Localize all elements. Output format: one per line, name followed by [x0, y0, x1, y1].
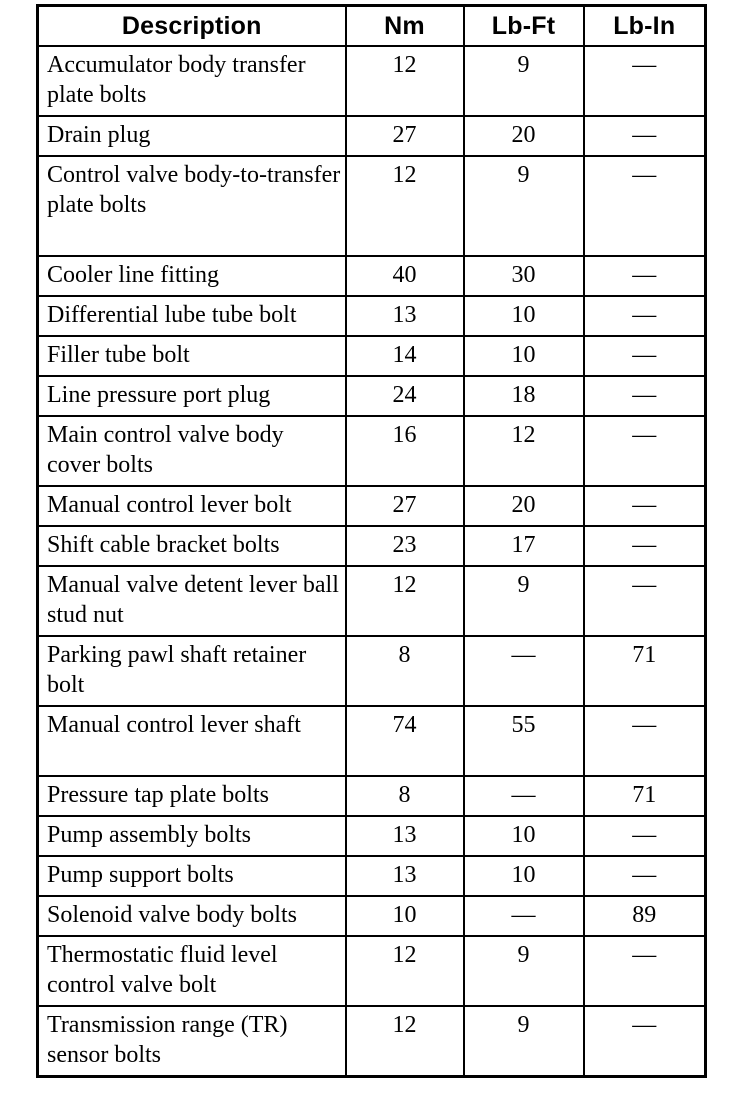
lb-ft-cell: — — [464, 896, 584, 936]
lb-ft-cell: 55 — [464, 706, 584, 776]
nm-cell: 16 — [346, 416, 464, 486]
nm-cell: 27 — [346, 116, 464, 156]
table-row — [38, 376, 706, 416]
nm-cell: 13 — [346, 816, 464, 856]
nm-cell: 24 — [346, 376, 464, 416]
lb-ft-cell: 30 — [464, 256, 584, 296]
table-row — [38, 856, 706, 896]
description-cell: Pressure tap plate bolts — [38, 776, 346, 816]
table-row — [38, 116, 706, 156]
lb-in-cell: — — [584, 416, 706, 486]
lb-in-cell: — — [584, 936, 706, 1006]
description-cell: Line pressure port plug — [38, 376, 346, 416]
torque-specification-table — [36, 4, 707, 1078]
table-header-row — [38, 6, 706, 47]
table-row — [38, 566, 706, 636]
lb-ft-cell: 18 — [464, 376, 584, 416]
table-row — [38, 416, 706, 486]
lb-in-cell: 71 — [584, 636, 706, 706]
nm-cell: 8 — [346, 636, 464, 706]
nm-cell: 13 — [346, 856, 464, 896]
table-row — [38, 816, 706, 856]
lb-in-cell: — — [584, 336, 706, 376]
header-nm: Nm — [346, 6, 464, 47]
nm-cell: 27 — [346, 486, 464, 526]
lb-ft-cell: 17 — [464, 526, 584, 566]
lb-in-cell: — — [584, 856, 706, 896]
lb-ft-cell: 9 — [464, 156, 584, 256]
description-cell: Filler tube bolt — [38, 336, 346, 376]
lb-ft-cell: 20 — [464, 486, 584, 526]
lb-in-cell: 71 — [584, 776, 706, 816]
lb-ft-cell: 10 — [464, 856, 584, 896]
description-cell: Cooler line fitting — [38, 256, 346, 296]
lb-in-cell: — — [584, 296, 706, 336]
nm-cell: 8 — [346, 776, 464, 816]
table-row — [38, 486, 706, 526]
lb-ft-cell: 20 — [464, 116, 584, 156]
nm-cell: 12 — [346, 566, 464, 636]
lb-ft-cell: 9 — [464, 1006, 584, 1077]
description-cell: Thermostatic fluid level control valve bolt — [38, 936, 346, 1006]
lb-in-cell: — — [584, 486, 706, 526]
description-cell: Pump support bolts — [38, 856, 346, 896]
lb-in-cell: — — [584, 526, 706, 566]
lb-ft-cell: 9 — [464, 46, 584, 116]
description-cell: Accumulator body transfer plate bolts — [38, 46, 346, 116]
nm-cell: 12 — [346, 46, 464, 116]
description-cell: Manual control lever bolt — [38, 486, 346, 526]
header-lb-in: Lb-In — [584, 6, 706, 47]
nm-cell: 10 — [346, 896, 464, 936]
header-description: Description — [38, 6, 346, 47]
lb-ft-cell: — — [464, 776, 584, 816]
lb-in-cell: — — [584, 1006, 706, 1077]
description-cell: Solenoid valve body bolts — [38, 896, 346, 936]
nm-cell: 12 — [346, 1006, 464, 1077]
lb-in-cell: — — [584, 566, 706, 636]
nm-cell: 40 — [346, 256, 464, 296]
table-row — [38, 706, 706, 776]
table-row — [38, 936, 706, 1006]
description-cell: Manual control lever shaft — [38, 706, 346, 776]
lb-ft-cell: 9 — [464, 936, 584, 1006]
table-row — [38, 896, 706, 936]
nm-cell: 23 — [346, 526, 464, 566]
lb-in-cell: — — [584, 256, 706, 296]
nm-cell: 14 — [346, 336, 464, 376]
description-cell: Pump assembly bolts — [38, 816, 346, 856]
lb-ft-cell: 9 — [464, 566, 584, 636]
lb-in-cell: — — [584, 46, 706, 116]
table-row — [38, 1006, 706, 1077]
nm-cell: 12 — [346, 936, 464, 1006]
table-row — [38, 46, 706, 116]
table-row — [38, 296, 706, 336]
description-cell: Control valve body-to-transfer plate bolts — [38, 156, 346, 256]
table-row — [38, 156, 706, 256]
lb-in-cell: — — [584, 706, 706, 776]
header-lb-ft: Lb-Ft — [464, 6, 584, 47]
description-cell: Differential lube tube bolt — [38, 296, 346, 336]
lb-ft-cell: 10 — [464, 816, 584, 856]
lb-in-cell: — — [584, 116, 706, 156]
description-cell: Shift cable bracket bolts — [38, 526, 346, 566]
description-cell: Drain plug — [38, 116, 346, 156]
lb-ft-cell: 12 — [464, 416, 584, 486]
nm-cell: 74 — [346, 706, 464, 776]
description-cell: Parking pawl shaft retainer bolt — [38, 636, 346, 706]
description-cell: Main control valve body cover bolts — [38, 416, 346, 486]
lb-in-cell: — — [584, 816, 706, 856]
lb-ft-cell: 10 — [464, 336, 584, 376]
table-row — [38, 336, 706, 376]
lb-in-cell: — — [584, 156, 706, 256]
description-cell: Manual valve detent lever ball stud nut — [38, 566, 346, 636]
lb-ft-cell: — — [464, 636, 584, 706]
table-row — [38, 636, 706, 706]
description-cell: Transmission range (TR) sensor bolts — [38, 1006, 346, 1077]
table-row — [38, 776, 706, 816]
lb-ft-cell: 10 — [464, 296, 584, 336]
lb-in-cell: — — [584, 376, 706, 416]
nm-cell: 13 — [346, 296, 464, 336]
lb-in-cell: 89 — [584, 896, 706, 936]
nm-cell: 12 — [346, 156, 464, 256]
table-row — [38, 526, 706, 566]
table-row — [38, 256, 706, 296]
